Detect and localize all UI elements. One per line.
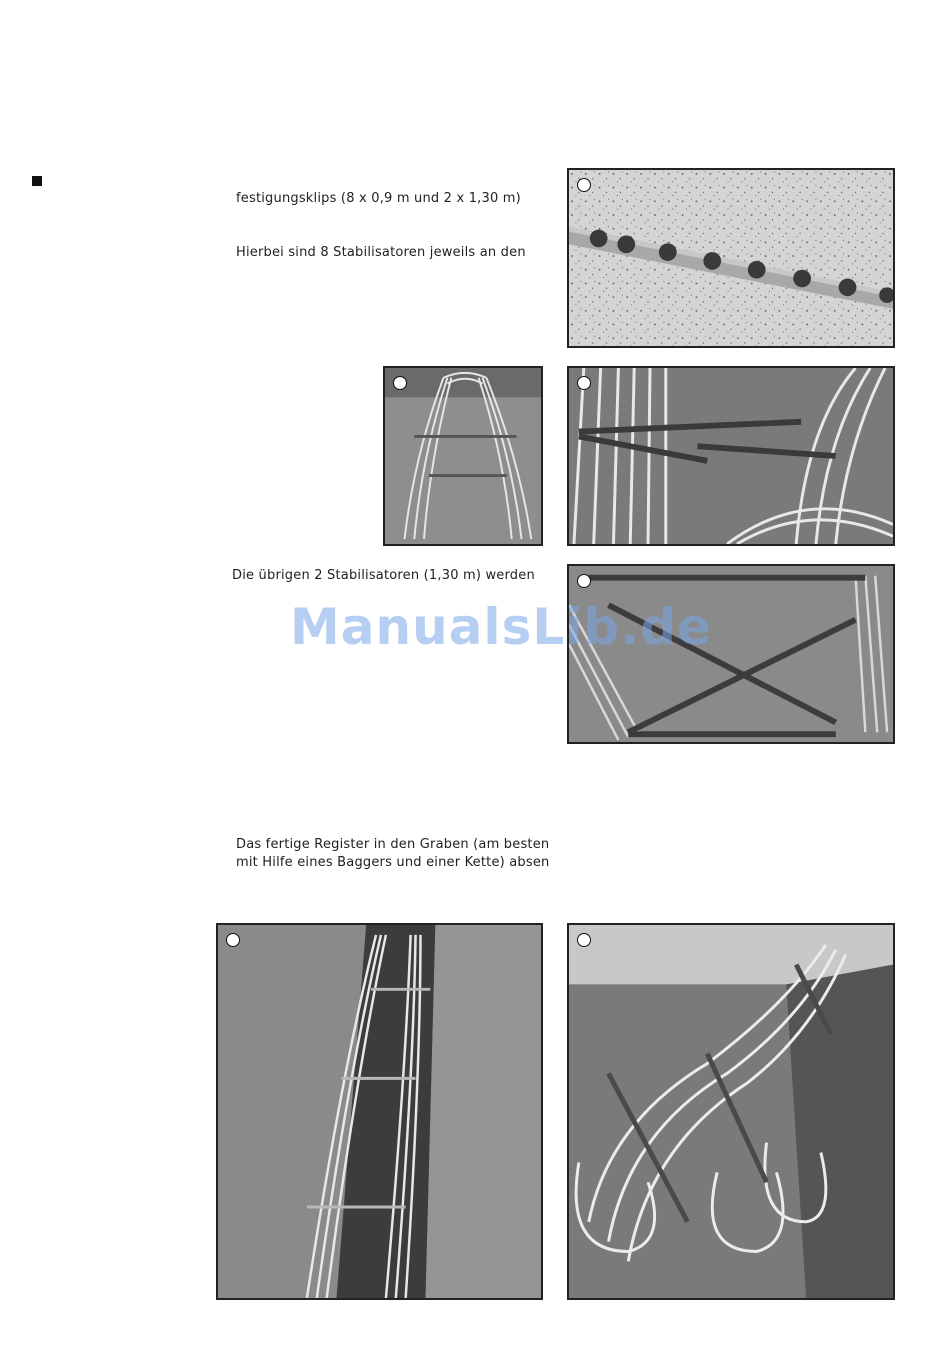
instruction-text-5: mit Hilfe eines Baggers und einer Kette) absen bbox=[236, 855, 550, 870]
instruction-text-3: Die übrigen 2 Stabilisatoren (1,30 m) werden bbox=[232, 568, 535, 583]
circle-marker-icon bbox=[226, 933, 240, 947]
square-bullet-icon bbox=[32, 176, 42, 186]
instruction-text-1: festigungsklips (8 x 0,9 m und 2 x 1,30 m) bbox=[236, 191, 521, 206]
photo-register-frame bbox=[383, 366, 543, 546]
circle-marker-icon bbox=[577, 376, 591, 390]
instruction-text-2: Hierbei sind 8 Stabilisatoren jeweils an den bbox=[236, 245, 526, 260]
circle-marker-icon bbox=[577, 178, 591, 192]
photo-stabilizer-bars bbox=[567, 366, 895, 546]
circle-marker-icon bbox=[577, 933, 591, 947]
watermark-text: ManualsLib.de bbox=[290, 598, 712, 656]
photo-register-loops bbox=[567, 923, 895, 1300]
circle-marker-icon bbox=[393, 376, 407, 390]
photo-clip-strip bbox=[567, 168, 895, 348]
circle-marker-icon bbox=[577, 574, 591, 588]
instruction-text-4: Das fertige Register in den Graben (am besten bbox=[236, 837, 550, 852]
photo-register-in-trench bbox=[216, 923, 543, 1300]
